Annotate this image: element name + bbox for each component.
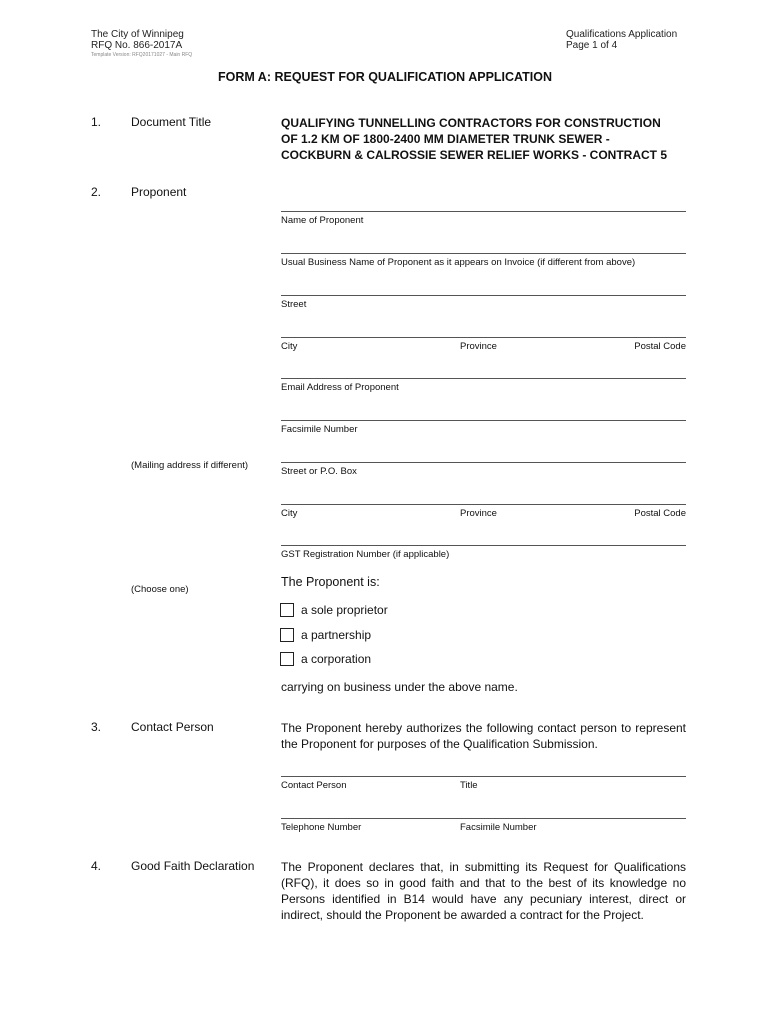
- section-2-number: 2.: [91, 185, 102, 199]
- section-4-number: 4.: [91, 859, 102, 873]
- option-sole-proprietor[interactable]: [280, 601, 388, 619]
- option-label: a partnership: [301, 628, 372, 642]
- contact-fax-caption: Facsimile Number: [460, 822, 537, 833]
- business-name-field[interactable]: [281, 253, 686, 254]
- proponent-name-caption: Name of Proponent: [281, 215, 364, 226]
- phone-fax-field[interactable]: [281, 818, 686, 819]
- checkbox-partnership[interactable]: [280, 628, 294, 642]
- proponent-name-field[interactable]: [281, 211, 686, 212]
- good-faith-text: The Proponent declares that, in submitting its Request for Qualifications (RFQ), it does so in good faith and that to the best of its knowledge no Persons identified in B14 would have any pecuniary interest, direct or indirect, should the Proponent be awarded a contract for the Project.: [281, 860, 686, 922]
- mailing-postal-caption: Postal Code: [634, 508, 686, 519]
- city-caption: City: [281, 341, 298, 352]
- contact-authorization-text: The Proponent hereby authorizes the following contact person to represent the Proponent for purposes of the Qualification Submission.: [281, 721, 686, 751]
- checkbox-sole-proprietor[interactable]: [280, 603, 294, 617]
- document-title: [281, 115, 691, 163]
- option-partnership[interactable]: [280, 626, 371, 644]
- business-name-caption: Usual Business Name of Proponent as it appears on Invoice (if different from above): [281, 257, 636, 268]
- header-page-number: Page 1 of 4: [566, 40, 618, 51]
- mailing-address-note: (Mailing address if different): [131, 460, 249, 471]
- proponent-is-label: The Proponent is:: [281, 575, 380, 589]
- email-field[interactable]: [281, 378, 686, 379]
- option-label: a corporation: [301, 652, 372, 666]
- contact-person-caption: Contact Person: [281, 780, 347, 791]
- section-1-label: Document Title: [131, 115, 212, 129]
- carrying-on-business-text: carrying on business under the above name.: [281, 680, 518, 694]
- option-label: a sole proprietor: [301, 603, 388, 617]
- section-2-label: Proponent: [131, 185, 187, 199]
- section-1-number: 1.: [91, 115, 102, 129]
- option-corporation[interactable]: [280, 650, 371, 668]
- section-3-number: 3.: [91, 720, 102, 734]
- header-org: The City of Winnipeg: [91, 29, 184, 40]
- section-3-label: Contact Person: [131, 720, 214, 734]
- document-title-line: COCKBURN & CALROSSIE SEWER RELIEF WORKS - CONTRACT 5: [281, 148, 668, 162]
- gst-caption: GST Registration Number (if applicable): [281, 549, 450, 560]
- province-caption: Province: [460, 341, 497, 352]
- facsimile-field[interactable]: [281, 420, 686, 421]
- mailing-province-caption: Province: [460, 508, 497, 519]
- postal-code-caption: Postal Code: [634, 341, 686, 352]
- telephone-caption: Telephone Number: [281, 822, 362, 833]
- facsimile-caption: Facsimile Number: [281, 424, 358, 435]
- title-caption: Title: [460, 780, 478, 791]
- checkbox-corporation[interactable]: [280, 652, 294, 666]
- mailing-city-caption: City: [281, 508, 298, 519]
- po-box-field[interactable]: [281, 462, 686, 463]
- email-caption: Email Address of Proponent: [281, 382, 399, 393]
- mailing-city-province-postal-field[interactable]: [281, 504, 686, 505]
- document-title-line: QUALIFYING TUNNELLING CONTRACTORS FOR CONSTRUCTION: [281, 116, 661, 130]
- contact-title-field[interactable]: [281, 776, 686, 777]
- street-caption: Street: [281, 299, 307, 310]
- city-province-postal-field[interactable]: [281, 337, 686, 338]
- header-rfq-number: RFQ No. 866-2017A: [91, 40, 183, 51]
- choose-one-note: (Choose one): [131, 584, 189, 595]
- po-box-caption: Street or P.O. Box: [281, 466, 357, 477]
- gst-field[interactable]: [281, 545, 686, 546]
- header-template-version: Template Version: RFQ20171027 - Main RFQ: [91, 52, 193, 58]
- form-title: FORM A: REQUEST FOR QUALIFICATION APPLICATION: [217, 70, 552, 84]
- header-doc-type: Qualifications Application: [566, 29, 678, 40]
- document-title-line: OF 1.2 KM OF 1800-2400 MM DIAMETER TRUNK SEWER -: [281, 132, 610, 146]
- section-4-label: Good Faith Declaration: [131, 859, 255, 873]
- street-field[interactable]: [281, 295, 686, 296]
